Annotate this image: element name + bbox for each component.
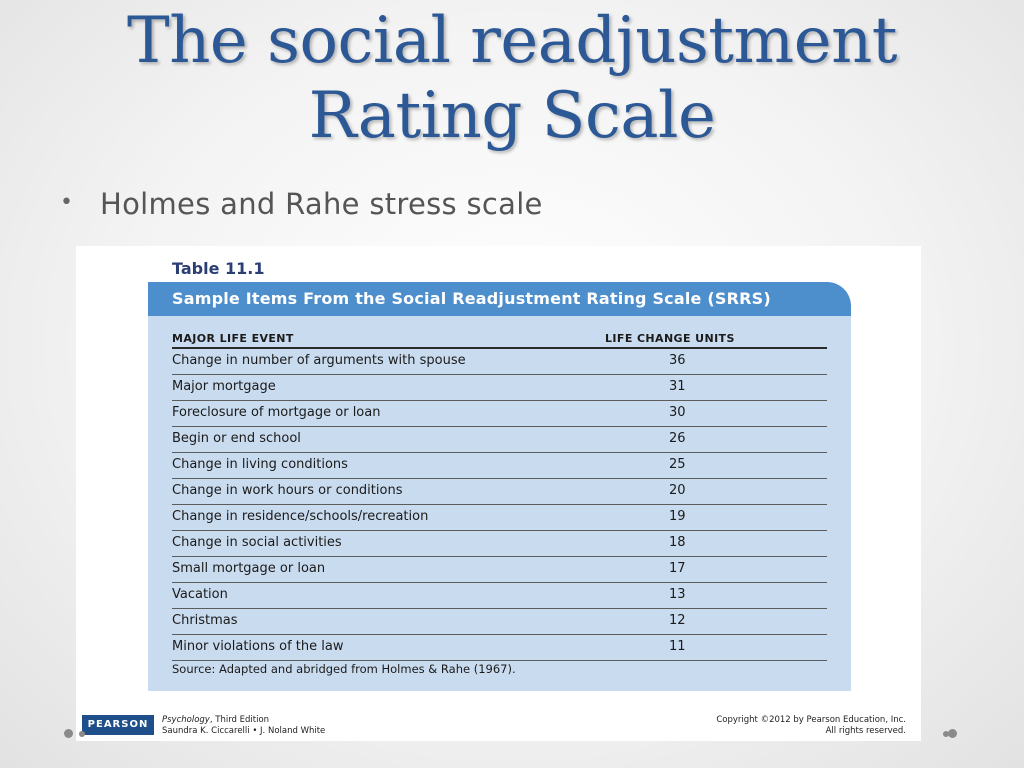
row-event: Change in work hours or conditions	[172, 483, 403, 498]
table-row	[172, 609, 827, 635]
footer-copyright	[716, 715, 906, 737]
row-units: 18	[669, 535, 686, 550]
pearson-logo: PEARSON	[82, 715, 154, 735]
book-authors: Saundra K. Ciccarelli • J. Noland White	[162, 726, 326, 736]
footer-book-info	[162, 715, 325, 737]
row-units: 20	[669, 483, 686, 498]
table-body	[148, 316, 851, 691]
row-units: 25	[669, 457, 686, 472]
row-event: Christmas	[172, 613, 238, 628]
row-units: 31	[669, 379, 686, 394]
row-event: Vacation	[172, 587, 228, 602]
row-units: 17	[669, 561, 686, 576]
slide-title-line1: The social readjustment	[127, 4, 897, 78]
image-footer	[76, 711, 921, 741]
row-units: 11	[669, 639, 686, 654]
table-header-text: Sample Items From the Social Readjustment Rating Scale (SRRS)	[172, 289, 771, 308]
book-edition: , Third Edition	[209, 715, 270, 725]
row-event: Change in social activities	[172, 535, 342, 550]
table-row	[172, 479, 827, 505]
bullet-dot-icon: •	[60, 190, 73, 215]
nav-dot-icon	[64, 729, 73, 738]
row-event: Change in living conditions	[172, 457, 348, 472]
book-title: Psychology	[162, 715, 210, 725]
table-image	[76, 246, 921, 741]
nav-dot-icon	[79, 731, 85, 737]
row-units: 30	[669, 405, 686, 420]
row-units: 26	[669, 431, 686, 446]
table-row	[172, 427, 827, 453]
slide-title-line2: Rating Scale	[308, 79, 716, 153]
row-event: Foreclosure of mortgage or loan	[172, 405, 381, 420]
column-header-event: MAJOR LIFE EVENT	[172, 332, 294, 345]
copyright-text: Copyright ©2012 by Pearson Education, Inc.	[716, 715, 906, 725]
row-event: Begin or end school	[172, 431, 301, 446]
table-row	[172, 453, 827, 479]
table-row	[172, 583, 827, 609]
table-header-bar	[148, 282, 851, 316]
table-row	[172, 557, 827, 583]
row-event: Minor violations of the law	[172, 639, 344, 654]
table-source: Source: Adapted and abridged from Holmes & Rahe (1967).	[172, 662, 516, 676]
table-row	[172, 531, 827, 557]
row-units: 19	[669, 509, 686, 524]
rights-text: All rights reserved.	[825, 726, 906, 736]
row-event: Small mortgage or loan	[172, 561, 326, 576]
row-event: Change in residence/schools/recreation	[172, 509, 429, 524]
table-label: Table 11.1	[172, 259, 265, 278]
row-units: 12	[669, 613, 686, 628]
table-row	[172, 401, 827, 427]
table-row	[172, 635, 827, 661]
table-row	[172, 349, 827, 375]
column-header-units: LIFE CHANGE UNITS	[605, 332, 735, 345]
bullet-text: Holmes and Rahe stress scale	[100, 187, 543, 221]
row-event: Major mortgage	[172, 379, 276, 394]
table-row	[172, 505, 827, 531]
slide-title	[0, 4, 1024, 154]
row-units: 36	[669, 353, 686, 368]
table-row	[172, 375, 827, 401]
row-units: 13	[669, 587, 686, 602]
row-event: Change in number of arguments with spouse	[172, 353, 466, 368]
nav-dot-icon	[948, 729, 957, 738]
